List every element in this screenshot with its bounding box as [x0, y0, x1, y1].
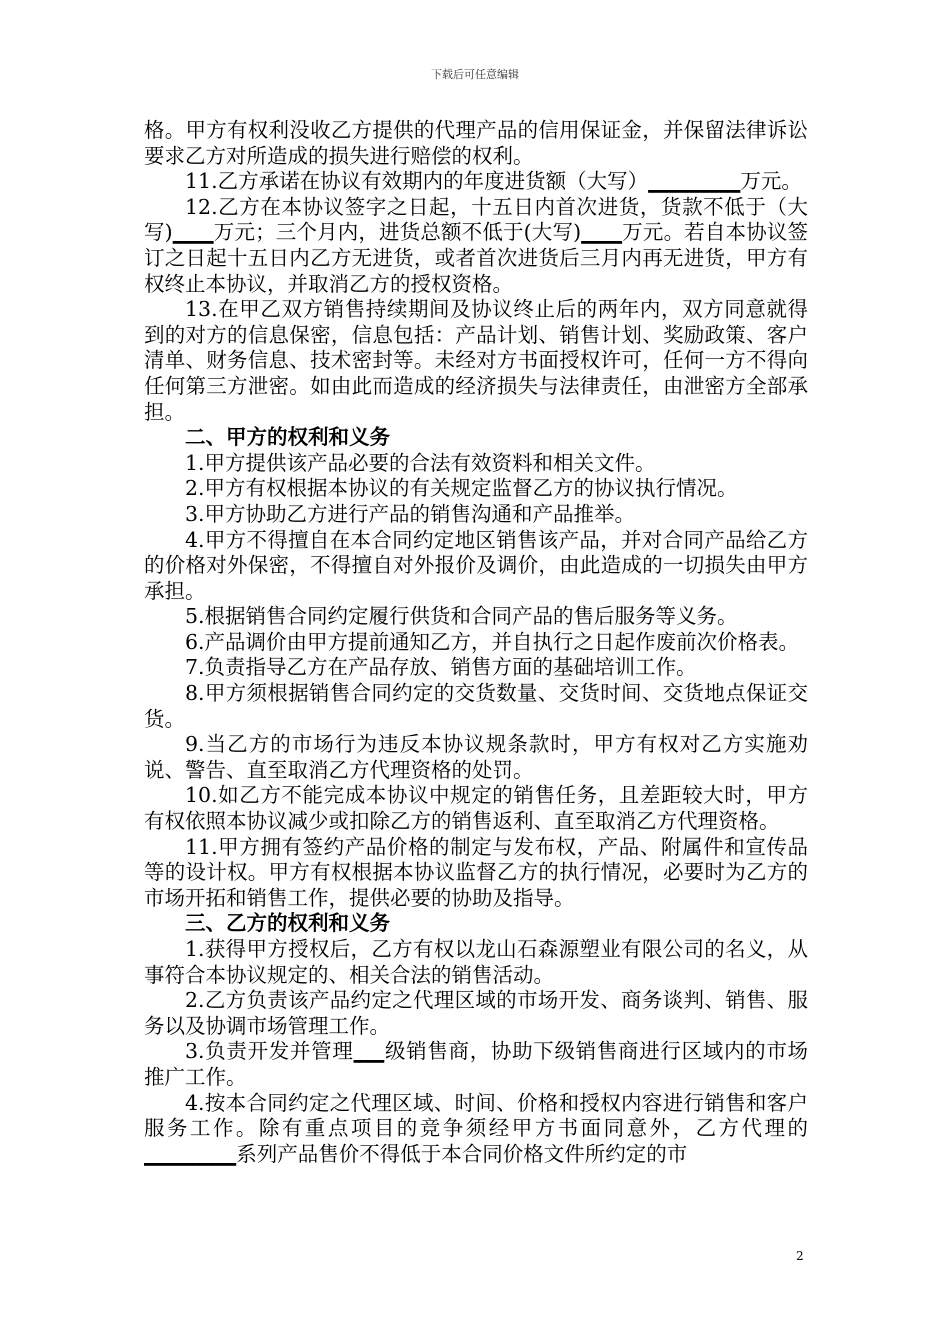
party-b-item-2: 2.乙方负责该产品约定之代理区域的市场开发、商务谈判、销售、服务以及协调市场管理工作。 — [144, 988, 808, 1038]
party-b-item-1: 1.获得甲方授权后，乙方有权以龙山石森源塑业有限公司的名义，从事符合本协议规定的、相关合法的销售活动。 — [144, 937, 808, 987]
party-a-item-11: 11.甲方拥有签约产品价格的制定与发布权，产品、附属件和宣传品等的设计权。甲方有权根据本协议监督乙方的执行情况，必要时为乙方的市场开拓和销售工作，提供必要的协助及指导。 — [144, 834, 808, 910]
party-a-item-5: 5.根据销售合同约定履行供货和合同产品的售后服务等义务。 — [185, 604, 738, 629]
section-heading-party-b: 三、乙方的权利和义务 — [185, 911, 390, 936]
party-b-item-3: 3.负责开发并管理___级销售商，协助下级销售商进行区域内的市场推广工作。 — [144, 1039, 809, 1089]
blank-field: ____ — [172, 220, 214, 245]
party-a-item-4: 4.甲方不得擅自在本合同约定地区销售该产品，并对合同产品给乙方的价格对外保密，不得擅自对外报价及调价，由此造成的一切损失由甲方承担。 — [144, 527, 808, 603]
party-b-item-4: 4.按本合同约定之代理区域、时间、价格和授权内容进行销售和客户服务工作。除有重点项目的竞争须经甲方书面同意外，乙方代理的_________系列产品售价不得低于本合同价格文件所约定的市 — [144, 1090, 808, 1166]
party-a-item-1: 1.甲方提供该产品必要的合法有效资料和相关文件。 — [185, 450, 656, 475]
party-a-item-7: 7.负责指导乙方在产品存放、销售方面的基础培训工作。 — [185, 655, 697, 680]
blank-field: ___ — [353, 1039, 385, 1064]
page-header: 下载后可任意编辑 — [431, 68, 519, 81]
party-a-item-9: 9.当乙方的市场行为违反本协议规条款时，甲方有权对乙方实施劝说、警告、直至取消乙方代理资格的处罚。 — [144, 732, 808, 782]
clause-12-first-purchase: 12.乙方在本协议签字之日起，十五日内首次进货，货款不低于（大写)____万元；三个月内，进货总额不低于(大写)____万元。若自本协议签订之日起十五日内乙方无进货，或者首次进货后三月内再无进货，甲方有权终止本协议，并取消乙方的授权资格。 — [144, 194, 809, 296]
party-a-item-6: 6.产品调价由甲方提前通知乙方，并自执行之日起作废前次价格表。 — [185, 629, 800, 654]
blank-field: _________ — [648, 169, 741, 194]
clause-13-confidentiality: 13.在甲乙双方销售持续期间及协议终止后的两年内，双方同意就得到的对方的信息保密，信息包括：产品计划、销售计划、奖励政策、客户清单、财务信息、技术密封等。未经对方书面授权许可，任何一方不得向任何第三方泄密。如由此而造成的经济损失与法律责任，由泄密方全部承担。 — [144, 297, 808, 424]
document-body — [144, 118, 808, 1167]
party-a-item-8: 8.甲方须根据销售合同约定的交货数量、交货时间、交货地点保证交货。 — [144, 681, 808, 731]
party-a-item-3: 3.甲方协助乙方进行产品的销售沟通和产品推举。 — [185, 501, 636, 526]
clause-11-annual-purchase: 11.乙方承诺在协议有效期内的年度进货额（大写）_________万元。 — [185, 169, 802, 194]
section-heading-party-a: 二、甲方的权利和义务 — [185, 425, 390, 450]
blank-field: ____ — [581, 220, 623, 245]
paragraph-continuation: 格。甲方有权利没收乙方提供的代理产品的信用保证金，并保留法律诉讼要求乙方对所造成的损失进行赔偿的权利。 — [144, 118, 808, 168]
party-a-item-10: 10.如乙方不能完成本协议中规定的销售任务，且差距较大时，甲方有权依照本协议减少或扣除乙方的销售返利、直至取消乙方代理资格。 — [144, 783, 808, 834]
party-a-item-2: 2.甲方有权根据本协议的有关规定监督乙方的协议执行情况。 — [185, 476, 738, 501]
page-number: 2 — [796, 1249, 804, 1263]
blank-field: _________ — [144, 1141, 237, 1166]
